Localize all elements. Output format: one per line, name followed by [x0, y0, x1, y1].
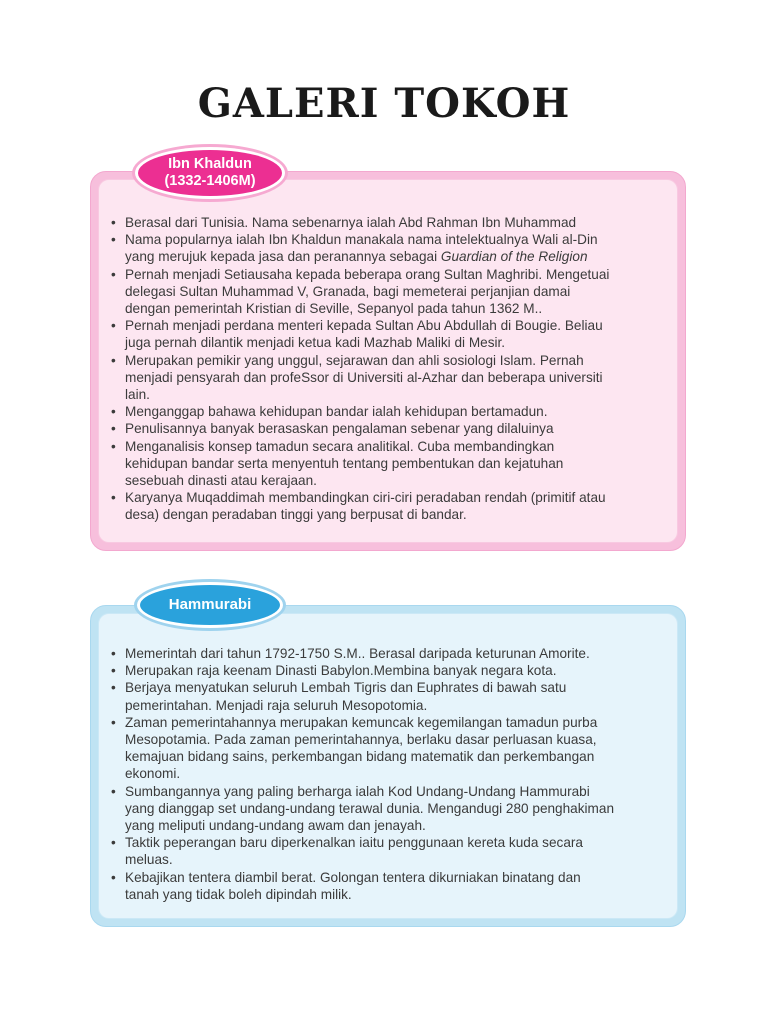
- ibn-khaldun-panel-inner: [98, 179, 678, 543]
- list-item: [111, 317, 661, 351]
- list-item: [111, 679, 661, 713]
- point-line: meluas.: [125, 852, 173, 868]
- point-line: Mesopotamia. Pada zaman pemerintahannya, berlaku dasar perluasan kuasa,: [125, 732, 597, 748]
- point-line: • Pernah menjadi Setiausaha kepada beberapa orang Sultan Maghribi. Mengetuai: [125, 266, 610, 282]
- point-text: yang merujuk kepada jasa dan peranannya sebagai: [125, 249, 441, 265]
- point-line: • Nama popularnya ialah Ibn Khaldun manakala nama intelektualnya Wali al-Din: [125, 232, 598, 248]
- point-line: kemajuan bidang sains, perkembangan bidang matematik dan perkembangan: [125, 749, 595, 765]
- list-item: [111, 438, 661, 490]
- hammurabi-badge: Hammurabi: [140, 585, 280, 625]
- point-line: tanah yang tidak boleh dipindah milik.: [125, 886, 352, 902]
- point-line: • Taktik peperangan baru diperkenalkan iaitu penggunaan kereta kuda secara: [125, 835, 583, 851]
- point-line: sesebuah dinasti atau kerajaan.: [125, 473, 317, 489]
- point-line-with-italic: [125, 248, 661, 265]
- point-line: • Menganggap bahawa kehidupan bandar ialah kehidupan bertamadun.: [125, 404, 548, 420]
- list-item: [111, 214, 661, 231]
- list-item: [111, 489, 661, 523]
- ibn-khaldun-panel: [90, 171, 686, 551]
- list-item: [111, 869, 661, 903]
- list-item: [111, 352, 661, 404]
- ibn-khaldun-points: [111, 214, 661, 524]
- point-line: juga pernah dilantik menjadi ketua kadi Mazhab Maliki di Mesir.: [125, 335, 506, 351]
- point-line: • Memerintah dari tahun 1792-1750 S.M.. Berasal daripada keturunan Amorite.: [125, 646, 590, 661]
- list-item: [111, 714, 661, 783]
- point-line: yang dianggap set undang-undang terawal dunia. Mengandugi 280 penghakiman: [125, 800, 615, 816]
- point-line: yang meliputi undang-undang awam dan jenayah.: [125, 818, 426, 834]
- point-line: • Merupakan raja keenam Dinasti Babylon.Membina banyak negara kota.: [125, 663, 557, 679]
- point-line: • Kebajikan tentera diambil berat. Golongan tentera dikurniakan binatang dan: [125, 869, 581, 885]
- point-line: • Menganalisis konsep tamadun secara analitikal. Cuba membandingkan: [125, 438, 555, 454]
- list-item: [111, 266, 661, 318]
- hammurabi-panel: [90, 605, 686, 927]
- badge-years: (1332-1406M): [164, 173, 256, 189]
- list-item: [111, 403, 661, 420]
- ibn-khaldun-badge: [138, 150, 282, 196]
- point-line: • Penulisannya banyak berasaskan pengalaman sebenar yang dilaluinya: [125, 421, 554, 437]
- point-line: • Zaman pemerintahannya merupakan kemuncak kegemilangan tamadun purba: [125, 714, 598, 730]
- hammurabi-panel-inner: [98, 613, 678, 919]
- point-line: menjadi pensyarah dan profeSsor di Universiti al-Azhar dan beberapa universiti: [125, 369, 603, 385]
- italic-phrase: Guardian of the Religion: [440, 249, 588, 265]
- point-line: • Merupakan pemikir yang unggul, sejarawan dan ahli sosiologi Islam. Pernah: [125, 352, 584, 368]
- point-line: kehidupan bandar serta menyentuh tentang pembentukan dan kejatuhan: [125, 455, 564, 471]
- point-line: • Pernah menjadi perdana menteri kepada Sultan Abu Abdullah di Bougie. Beliau: [125, 318, 603, 334]
- list-item: [111, 420, 661, 437]
- point-line: • Berjaya menyatukan seluruh Lembah Tigris dan Euphrates di bawah satu: [125, 680, 567, 696]
- page-title: GALERI TOKOH: [197, 80, 571, 127]
- point-line: dengan pemerintah Kristian di Seville, Sepanyol pada tahun 1362 M..: [125, 301, 543, 317]
- badge-name: Ibn Khaldun: [168, 156, 252, 172]
- point-line: • Sumbangannya yang paling berharga ialah Kod Undang-Undang Hammurabi: [125, 783, 590, 799]
- point-line: • Karyanya Muqaddimah membandingkan ciri-ciri peradaban rendah (primitif atau: [125, 490, 606, 506]
- list-item: [111, 834, 661, 868]
- point-line: • Berasal dari Tunisia. Nama sebenarnya ialah Abd Rahman Ibn Muhammad: [125, 215, 577, 230]
- point-line: ekonomi.: [125, 766, 181, 782]
- hammurabi-points: [111, 645, 661, 903]
- list-item: [111, 662, 661, 679]
- point-line: pemerintahan. Menjadi raja seluruh Mesopotomia.: [125, 697, 428, 713]
- list-item: [111, 645, 661, 662]
- point-line: lain.: [125, 387, 150, 403]
- list-item: [111, 783, 661, 835]
- point-line: delegasi Sultan Muhammad V, Granada, bagi memeterai perjanjian damai: [125, 283, 571, 299]
- point-line: desa) dengan peradaban tinggi yang berpusat di bandar.: [125, 507, 467, 523]
- list-item: [111, 231, 661, 265]
